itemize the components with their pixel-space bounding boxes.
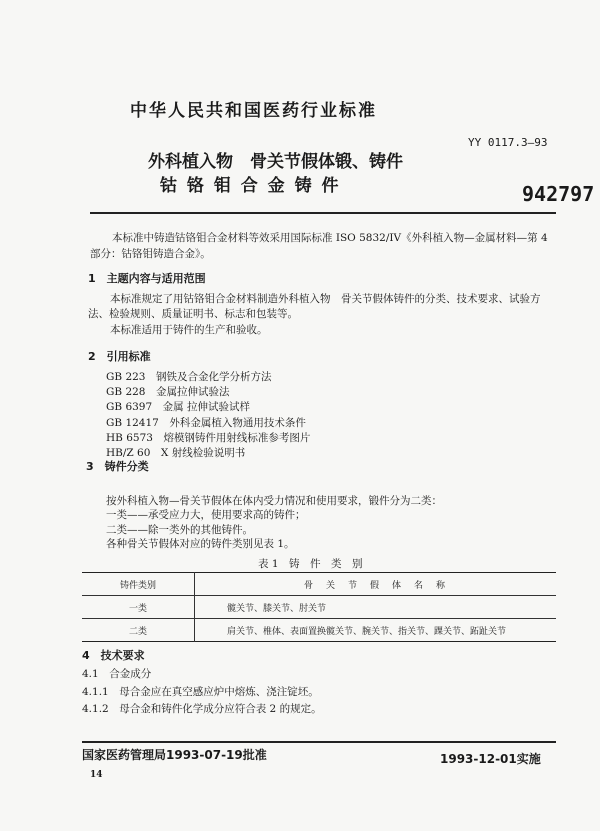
table-row: [82, 619, 556, 642]
header-cell: 铸件类别: [82, 573, 195, 596]
section-4-items: [82, 666, 322, 719]
reference-name: 熔模钢铸件用射线标准参考图片: [163, 431, 311, 444]
clause-4-1-2: 4.1.2 母合金和铸件化学成分应符合表 2 的规定。: [82, 703, 322, 715]
reference-code: HB 6573: [106, 431, 153, 444]
reference-item: [106, 370, 310, 385]
approval-date: 国家医药管理局1993-07-19批准: [82, 748, 267, 762]
section-3-heading: 3 铸件分类: [86, 460, 149, 473]
reference-code: GB 12417: [106, 416, 159, 429]
classification-intro: 按外科植入物—骨关节假体在体内受力情况和使用要求，锻件分为二类：: [106, 495, 442, 507]
effective-date: 1993-12-01实施: [440, 752, 541, 766]
class-one-definition: 一类——承受应力大，使用要求高的铸件；: [106, 509, 306, 522]
section-2-heading: 2 引用标准: [88, 350, 151, 363]
reference-name: 钢铁及合金化学分析方法: [155, 371, 272, 383]
reference-code: GB 223: [106, 371, 146, 383]
clause-4-1: 4.1 合金成分: [82, 668, 152, 680]
issuing-standard-heading: 中华人民共和国医药行业标准: [130, 101, 377, 121]
table-cell: 二类: [82, 619, 195, 642]
reference-name: 外科金属植入物通用技术条件: [169, 416, 306, 429]
table-caption: 表 1 铸 件 类 别: [258, 558, 363, 570]
table-header-row: [82, 573, 556, 596]
reference-list: [106, 370, 310, 461]
document-title-line2: 钴 铬 钼 合 金 铸 件: [160, 176, 341, 196]
section-1-heading: 1 主题内容与适用范围: [88, 272, 206, 285]
reference-item: [106, 416, 310, 431]
table-cell: 一类: [82, 596, 195, 619]
reference-item: [106, 431, 310, 446]
reference-name: X 射线检验说明书: [160, 447, 246, 460]
class-two-definition: 二类——除一类外的其他铸件。: [106, 523, 253, 536]
clause-4-1-1: 4.1.1 母合金应在真空感应炉中熔炼、浇注锭坯。: [82, 685, 319, 698]
section-1-scope: 本标准适用于铸件的生产和验收。: [110, 324, 268, 336]
table-cell: 髋关节、膝关节、肘关节: [227, 603, 327, 614]
reference-name: 金属拉伸试验法: [155, 386, 230, 399]
intro-paragraph: 本标准中铸造钴铬钼合金材料等效采用国际标准 ISO 5832/IV《外科植入物—金属材料—第 4 部分：钴铬钼铸造合金》。: [90, 232, 548, 260]
section-4-heading: 4 技术要求: [82, 649, 145, 662]
document-title-line1: 外科植入物 骨关节假体锻、铸件: [148, 152, 403, 172]
footer-rule: [82, 741, 556, 743]
table-row: [82, 596, 556, 619]
header-rule: [90, 212, 556, 214]
reference-item: [106, 400, 310, 415]
table-cell: 肩关节、椎体、表面置换髋关节、腕关节、指关节、踝关节、跖趾关节: [227, 626, 507, 637]
section-3-text: [106, 494, 442, 551]
table-reference: 各种骨关节假体对应的铸件类别见表 1。: [106, 537, 295, 550]
casting-class-table: [82, 572, 556, 642]
reference-item: [106, 385, 310, 400]
reference-name: 金属 拉伸试验试样: [162, 401, 251, 414]
standard-code: YY 0117.3—93: [468, 136, 548, 149]
reference-code: GB 6397: [106, 401, 153, 414]
section-1-paragraph: 本标准规定了用钴铬钼合金材料制造外科植入物 骨关节假体铸件的分类、技术要求、试验方法、检验规则、质量证明书、标志和包装等。: [88, 293, 541, 320]
page-number: 14: [90, 770, 103, 780]
serial-number: 942797: [522, 182, 595, 206]
reference-code: GB 228: [106, 386, 146, 399]
header-cell: 骨 关 节 假 体 名 称: [303, 580, 447, 591]
reference-code: HB/Z 60: [106, 447, 151, 460]
